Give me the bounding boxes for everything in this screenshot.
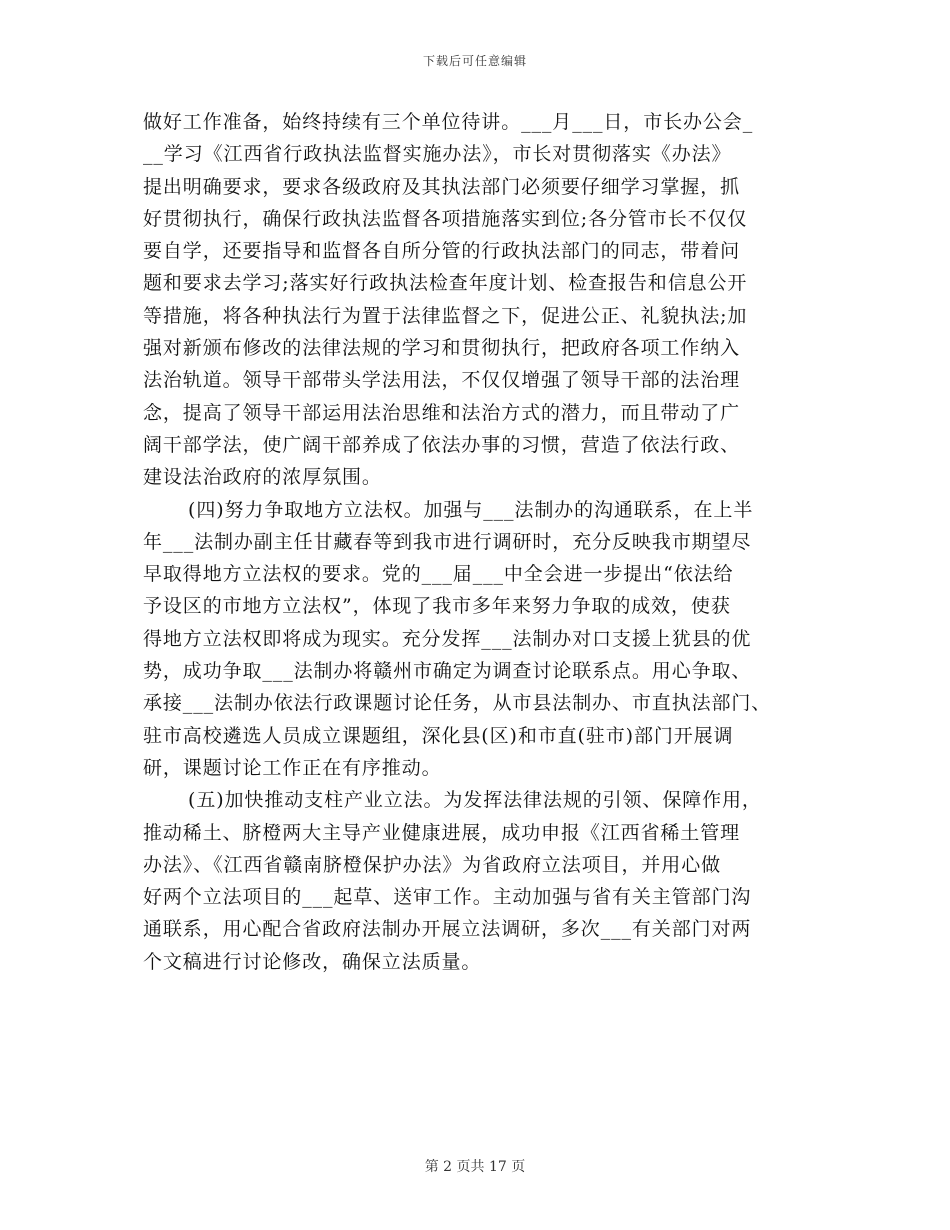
paragraph-heading-line: (五)加快推动支柱产业立法。为发挥法律法规的引领、保障作用， — [188, 789, 762, 812]
text-line: 势，成功争取___法制办将赣州市确定为调查讨论联系点。用心争取、 — [143, 660, 752, 683]
text-line: 要自学，还要指导和监督各自所分管的行政执法部门的同志，带着问 — [143, 240, 741, 263]
text-line: 得地方立法权即将成为现实。充分发挥___法制办对口支援上犹县的优 — [143, 627, 752, 650]
text-line: 题和要求去学习;落实好行政执法检查年度计划、检查报告和信息公开 — [143, 272, 748, 295]
text-line: __学习《江西省行政执法监督实施办法》，市长对贯彻落实《办法》 — [143, 143, 732, 166]
text-line: 承接___法制办依法行政课题讨论任务，从市县法制办、市直执法部门、 — [143, 692, 772, 715]
text-line: 推动稀土、脐橙两大主导产业健康进展，成功申报《江西省稀土管理 — [143, 821, 741, 844]
text-line: 做好工作准备，始终持续有三个单位待讲。___月___日，市长办公会_ — [143, 111, 754, 133]
text-line: 予设区的市地方立法权”，体现了我市多年来努力争取的成效，使获 — [143, 595, 731, 618]
text-line: 等措施，将各种执法行为置于法律监督之下，促进公正、礼貌执法;加 — [143, 304, 748, 327]
text-line: 好贯彻执行，确保行政执法监督各项措施落实到位;各分管市长不仅仅 — [143, 207, 748, 230]
page-header: 下载后可任意编辑 — [422, 54, 527, 68]
text-line: 个文稿进行讨论修改，确保立法质量。 — [143, 950, 482, 973]
text-line: 建设法治政府的浓厚氛围。 — [143, 466, 382, 489]
text-line: 法治轨道。领导干部带头学法用法，不仅仅增强了领导干部的法治理 — [143, 369, 741, 392]
text-line: 阔干部学法，使广阔干部养成了依法办事的习惯，营造了依法行政、 — [143, 433, 741, 456]
text-line: 念，提高了领导干部运用法治思维和法治方式的潜力，而且带动了广 — [143, 401, 741, 424]
text-line: 提出明确要求，要求各级政府及其执法部门必须要仔细学习掌握，抓 — [143, 175, 741, 198]
text-line: 驻市高校遴选人员成立课题组，深化县(区)和市直(驻市)部门开展调 — [143, 724, 734, 747]
text-line: 通联系，用心配合省政府法制办开展立法调研，多次___有关部门对两 — [143, 918, 752, 941]
text-line: 办法》、《江西省赣南脐橙保护办法》为省政府立法项目，并用心做 — [143, 853, 722, 876]
text-line: 研，课题讨论工作正在有序推动。 — [143, 756, 442, 779]
page-footer: 第 2 页共 17 页 — [424, 1159, 526, 1175]
paragraph-heading-line: (四)努力争取地方立法权。加强与___法制办的沟通联系，在上半 — [188, 498, 754, 521]
text-line: 早取得地方立法权的要求。党的___届___中全会进一步提出“依法给 — [143, 563, 734, 586]
text-line: 年___法制办副主任甘藏春等到我市进行调研时，充分反映我市期望尽 — [143, 530, 752, 553]
text-line: 好两个立法项目的___起草、送审工作。主动加强与省有关主管部门沟 — [143, 886, 752, 909]
document-body — [143, 106, 833, 978]
text-line: 强对新颁布修改的法律法规的学习和贯彻执行，把政府各项工作纳入 — [143, 337, 741, 360]
